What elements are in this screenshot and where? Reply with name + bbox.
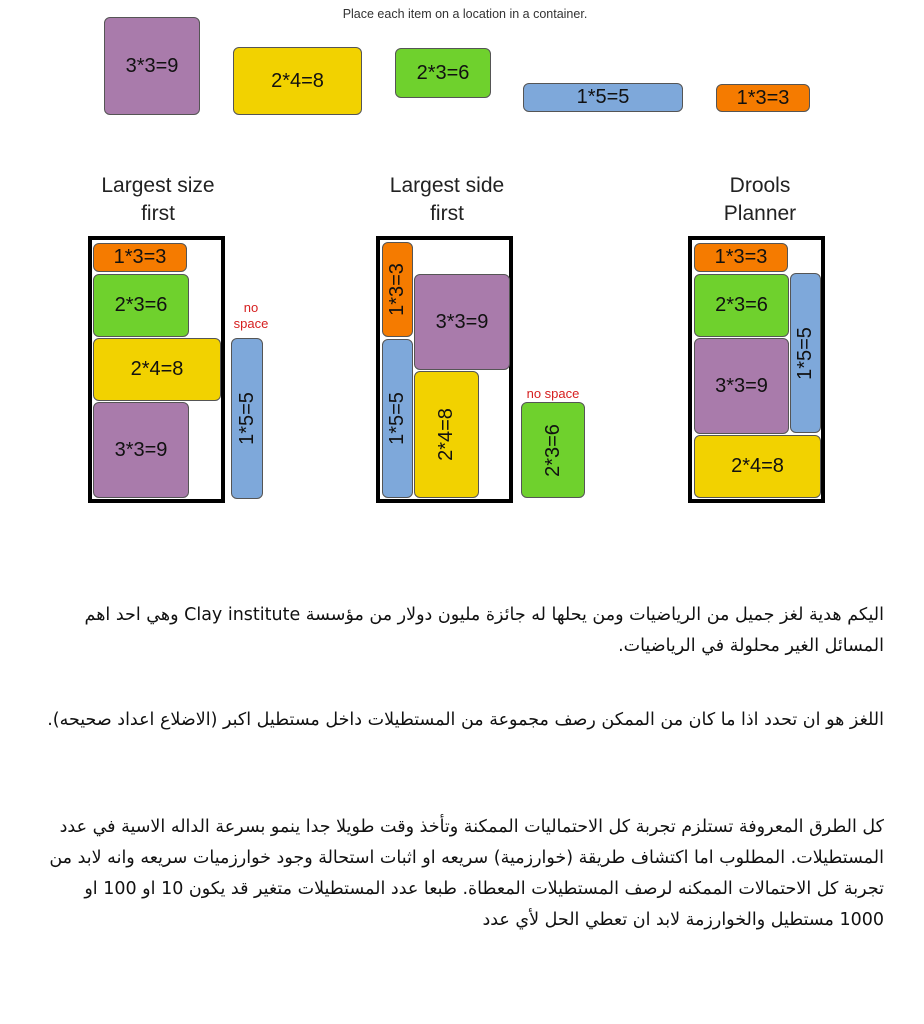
- placed-2x3: 2*3=6: [694, 274, 789, 337]
- placed-2x3: 2*3=6: [93, 274, 189, 337]
- article-paragraph-puzzle: اللغز هو ان تحدد اذا ما كان من الممكن رصف مجموعة من المستطيلات داخل مستطيل اكبر (الاضلاع اعداد صحيحه).: [47, 710, 884, 730]
- unplaced-1x5: 1*5=5: [231, 338, 263, 499]
- placed-3x3: 3*3=9: [414, 274, 510, 370]
- placed-1x3: 1*3=3: [93, 243, 187, 272]
- article-paragraph-intro: اليكم هدية لغز جميل من الرياضيات ومن يحلها له جائزة مليون دولار من مؤسسة Clay institute وهي احد اهم المسائل الغير محلولة في الرياضيات.: [84, 605, 884, 656]
- item-3x3: 3*3=9: [104, 17, 200, 115]
- item-1x3: 1*3=3: [716, 84, 810, 112]
- item-2x4: 2*4=8: [233, 47, 362, 115]
- instruction-text: Place each item on a location in a container.: [342, 7, 588, 21]
- unplaced-2x3: 2*3=6: [521, 402, 585, 498]
- placed-2x4: 2*4=8: [694, 435, 821, 498]
- placed-1x3: 1*3=3: [694, 243, 788, 272]
- item-1x5: 1*5=5: [523, 83, 683, 112]
- placed-1x5: 1*5=5: [790, 273, 821, 433]
- placed-2x4: 2*4=8: [414, 371, 479, 498]
- article-paragraph-algorithms: كل الطرق المعروفة تستلزم تجربة كل الاحتماليات الممكنة وتأخذ وقت طويلا جدا ينمو بسرعة الداله الاسية في عدد المستطيلات. المطلوب اما اكتشاف طريقة (خوارزمية) سريعه او اثبات استحالة وجود خوارزميات سريعه وانه لابد من تجربة كل الاحتمالات الممكنه لرصف المستطيلات المعطاة. طبعا عدد المستطيلات متغير قد يكون 10 او 100 او 1000 مستطيل والخوارزمة لابد ان تعطي الحل لأي عدد: [49, 817, 884, 930]
- no-space-label: no space: [526, 386, 580, 401]
- no-space-label: no space: [233, 300, 269, 331]
- column-title-drools-planner: Drools Planner: [723, 174, 797, 225]
- placed-2x4: 2*4=8: [93, 338, 221, 401]
- placed-1x3: 1*3=3: [382, 242, 413, 337]
- placed-1x5: 1*5=5: [382, 339, 413, 498]
- column-title-largest-side: Largest side first: [389, 174, 505, 225]
- item-2x3: 2*3=6: [395, 48, 491, 98]
- column-title-largest-size: Largest size first: [101, 174, 215, 225]
- placed-3x3: 3*3=9: [694, 338, 789, 434]
- placed-3x3: 3*3=9: [93, 402, 189, 498]
